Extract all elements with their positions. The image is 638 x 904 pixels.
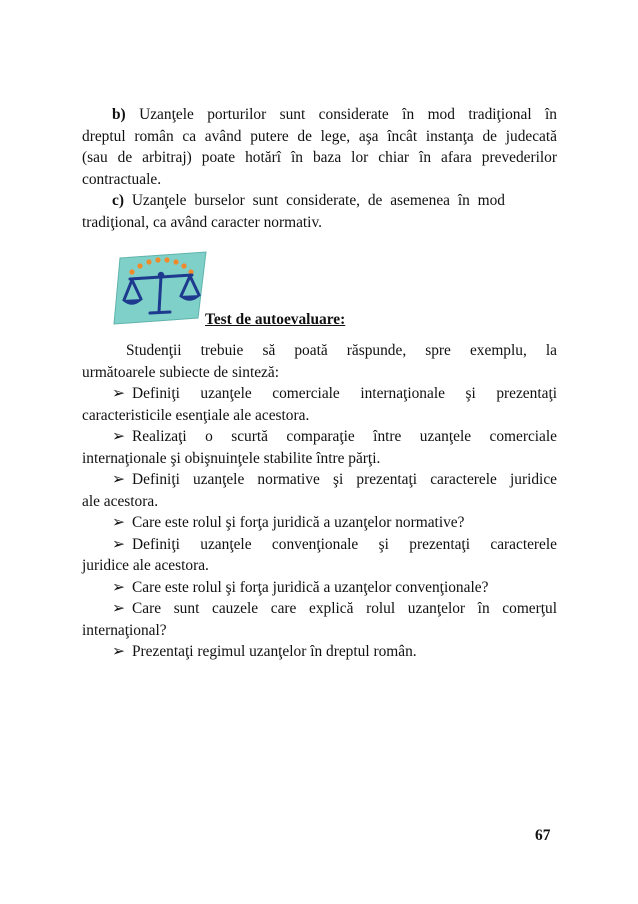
intro-line-1: Studenţii trebuie să poată răspunde, spre exemplu, la	[126, 342, 557, 359]
section-b-line-1: b) Uzanţele porturilor sunt considerate în mod tradiţional în	[112, 106, 557, 123]
arrow-bullet-icon: ➢	[112, 643, 125, 660]
arrow-bullet-icon: ➢	[112, 385, 125, 402]
question-text: Realizaţi o scurtă comparaţie între uzanţele comerciale	[132, 428, 557, 445]
section-c-label: c)	[112, 192, 124, 209]
intro-line-2: următoarele subiecte de sinteză:	[82, 363, 279, 381]
question-text-continued: juridice ale acestora.	[82, 557, 209, 574]
question-item	[82, 641, 557, 663]
question-item	[82, 512, 557, 534]
question-text-continued: caracteristicile esenţiale ale acestora.	[82, 406, 310, 424]
section-b-label: b)	[112, 106, 126, 123]
question-item	[82, 598, 557, 620]
question-text: Care sunt cauzele care explică rolul uzanţelor în comerţul	[132, 600, 557, 617]
question-list	[82, 383, 557, 663]
page-number: 67	[535, 827, 551, 844]
question-text-continued: ale acestora.	[82, 492, 159, 510]
question-text: Definiţi uzanţele convenţionale şi prezentaţi caracterele	[132, 535, 557, 553]
question-item	[82, 534, 557, 556]
question-text-continued: internaţional?	[82, 621, 167, 639]
question-text: Prezentaţi regimul uzanţelor în dreptul român.	[132, 643, 417, 660]
section-b	[82, 104, 557, 233]
arrow-bullet-icon: ➢	[112, 600, 125, 617]
self-assessment-title: Test de autoevaluare:	[205, 311, 346, 328]
arrow-bullet-icon: ➢	[112, 535, 125, 553]
question-item	[82, 469, 557, 491]
question-item	[82, 577, 557, 599]
section-c-line-1: c) Uzanţele burselor sunt considerate, de asemenea în mod	[112, 192, 505, 209]
question-text: Definiţi uzanţele comerciale internaţionale şi prezentaţi	[132, 385, 557, 402]
arrow-bullet-icon: ➢	[112, 514, 125, 531]
arrow-bullet-icon: ➢	[112, 428, 125, 445]
arrow-bullet-icon: ➢	[112, 578, 125, 596]
question-text: Definiţi uzanţele normative şi prezentaţi caracterele juridice	[132, 471, 557, 488]
section-b-line-4: contractuale.	[82, 170, 162, 188]
question-item	[82, 383, 557, 405]
section-b-line-3: (sau de arbitraj) poate hotărî în baza lor chiar în afara prevederilor	[82, 149, 557, 166]
self-assessment-questions	[82, 340, 557, 663]
question-text: Care este rolul şi forţa juridică a uzanţelor convenţionale?	[132, 578, 489, 596]
question-text-continued: internaţionale şi obişnuinţele stabilite între părţi.	[82, 449, 381, 467]
question-text: Care este rolul şi forţa juridică a uzanţelor normative?	[132, 514, 465, 531]
question-item	[82, 426, 557, 448]
arrow-bullet-icon: ➢	[112, 471, 125, 488]
scales-of-justice-icon	[110, 248, 208, 326]
section-b-line-2: dreptul român ca având putere de lege, aşa încât instanţa de judecată	[82, 127, 557, 145]
section-c-line-2: tradiţional, ca având caracter normativ.	[82, 213, 322, 231]
